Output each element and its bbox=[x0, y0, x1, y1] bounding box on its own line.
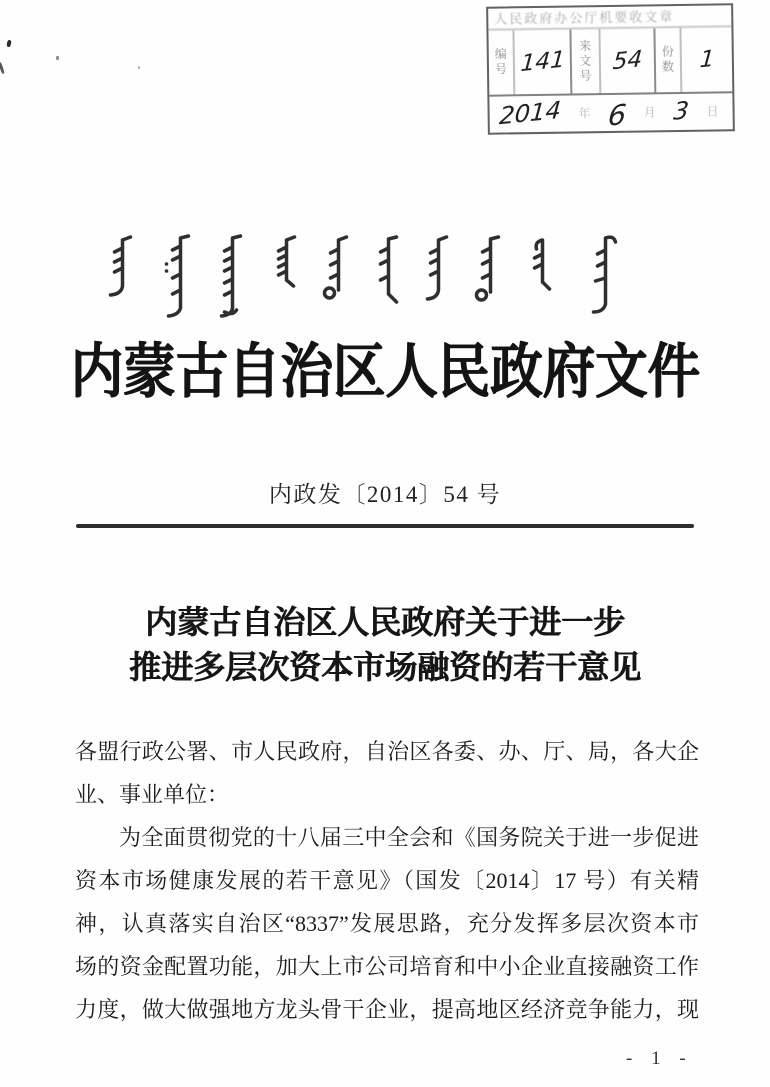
body-line: 各盟行政公署、市人民政府，自治区各委、办、厅、局，各大企 bbox=[75, 739, 699, 764]
receipt-stamp-grid bbox=[488, 27, 732, 96]
stamp-field-label-number: 编号 bbox=[488, 30, 515, 94]
stamp-field-value-number bbox=[514, 30, 572, 95]
stamp-field-value-incoming-doc-number bbox=[600, 28, 656, 93]
document-title-line-2: 推进多层次资本市场融资的若干意见 bbox=[128, 649, 641, 685]
stamp-month-label: 月 bbox=[643, 104, 656, 120]
stamp-field-label-incoming-doc-number: 来文号 bbox=[571, 29, 601, 93]
letterhead-separator-rule bbox=[76, 524, 694, 528]
document-title-line-1: 内蒙古自治区人民政府关于进一步 bbox=[144, 604, 625, 640]
page-number: - 1 - bbox=[626, 1048, 693, 1069]
document-body bbox=[75, 730, 699, 1031]
body-line: 为全面贯彻党的十八届三中全会和《国务院关于进一步促进 bbox=[119, 825, 699, 850]
mongolian-script-masthead bbox=[98, 234, 663, 320]
body-line: 业、事业单位： bbox=[75, 782, 230, 807]
letterhead-org-title: 内蒙古自治区人民政府文件 bbox=[70, 339, 700, 406]
body-line: 力度，做大做强地方龙头骨干企业，提高地区经济竞争能力，现 bbox=[75, 997, 699, 1022]
scan-speck bbox=[56, 56, 59, 60]
body-line: 场的资金配置功能，加大上市公司培育和中小企业直接融资工作 bbox=[75, 954, 699, 979]
handwritten-day: 3 bbox=[672, 96, 690, 126]
stamp-day-label: 日 bbox=[706, 103, 719, 119]
receipt-stamp bbox=[486, 3, 735, 134]
handwritten-copies: 1 bbox=[698, 45, 716, 74]
scan-speck bbox=[6, 40, 11, 48]
handwritten-incoming-doc-number: 54 bbox=[611, 46, 644, 76]
stamp-year-label: 年 bbox=[578, 105, 591, 120]
receipt-stamp-header: 人民政府办公厅机要收文章 bbox=[488, 5, 731, 30]
handwritten-number: 141 bbox=[519, 46, 566, 78]
document-title bbox=[0, 600, 770, 690]
scan-speck bbox=[138, 66, 140, 69]
stamp-date-row bbox=[489, 93, 732, 133]
body-line: 资本市场健康发展的若干意见》（国发〔2014〕17 号）有关精 bbox=[75, 868, 699, 893]
mongolian-word bbox=[111, 236, 616, 316]
handwritten-month: 6 bbox=[606, 97, 628, 133]
scan-speck bbox=[0, 62, 5, 74]
stamp-field-value-copies bbox=[681, 27, 732, 92]
body-line: 神，认真落实自治区“8337”发展思路，充分发挥多层次资本市 bbox=[75, 911, 699, 936]
handwritten-year: 2014 bbox=[498, 96, 563, 131]
document-reference-number: 内政发〔2014〕54 号 bbox=[268, 482, 502, 507]
stamp-field-label-copies: 份数 bbox=[655, 28, 682, 92]
